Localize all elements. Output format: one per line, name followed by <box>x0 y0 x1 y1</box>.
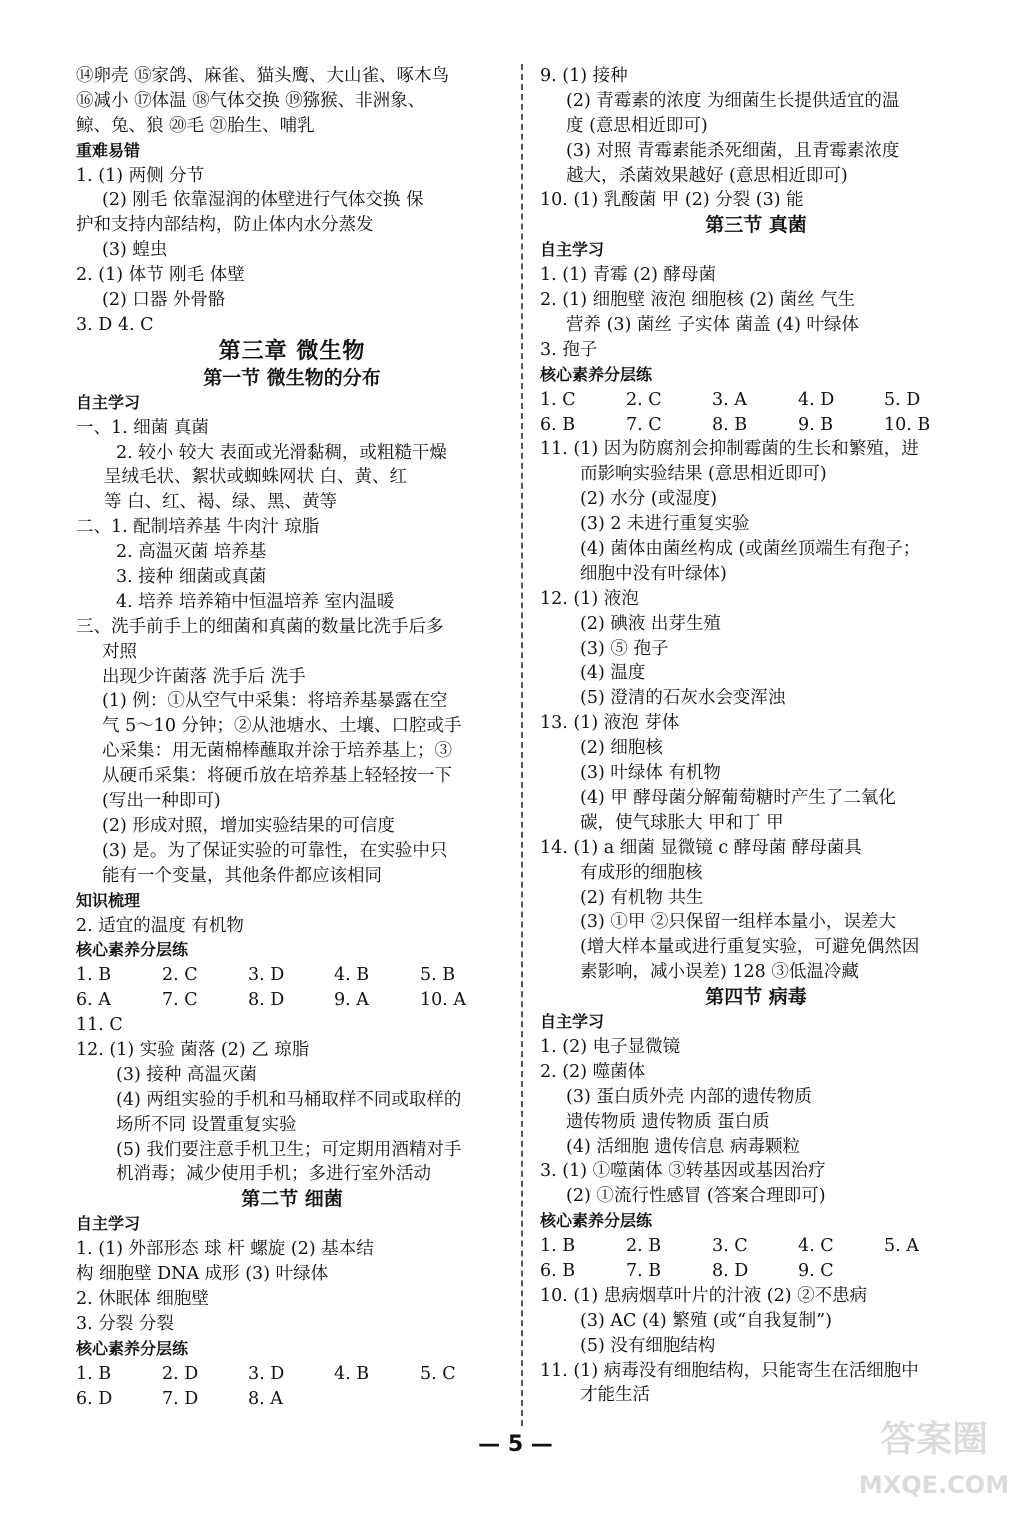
text-line: (写出一种即可) <box>102 791 221 812</box>
section-label: 知识梳理 <box>76 890 141 910</box>
text-line: 而影响实验结果 (意思相近即可) <box>580 464 827 485</box>
answer-cell: 6. B <box>540 1260 576 1281</box>
answer-cell: 2. B <box>626 1236 662 1257</box>
text-line: 一、1. 细菌 真菌 <box>76 417 209 438</box>
answer-cell: 1. B <box>76 1363 112 1384</box>
answer-cell: 4. B <box>334 965 370 986</box>
text-line: 场所不同 设置重复实验 <box>116 1114 297 1135</box>
answer-cell: 8. D <box>712 1260 749 1281</box>
text-line: 13. (1) 液泡 芽体 <box>540 713 680 734</box>
text-line: (2) 细胞核 <box>580 738 663 759</box>
answer-cell: 10. B <box>884 414 931 435</box>
text-line: 1. (2) 电子显微镜 <box>540 1036 681 1057</box>
section-title: 第四节 病毒 <box>705 986 807 1009</box>
text-line: 心采集：用无菌棉棒蘸取并涂于培养基上；③ <box>102 741 452 762</box>
text-line: 12. (1) 液泡 <box>540 588 639 609</box>
text-line: 营养 (3) 菌丝 子实体 菌盖 (4) 叶绿体 <box>566 315 859 336</box>
text-line: 度 (意思相近即可) <box>566 115 708 136</box>
watermark-logo <box>849 1407 1019 1507</box>
text-line: (4) 两组实验的手机和马桶取样不同或取样的 <box>116 1089 462 1110</box>
text-line: 3. D 4. C <box>76 314 154 335</box>
text-line: 三、洗手前手上的细菌和真菌的数量比洗手后多 <box>76 616 444 637</box>
answer-cell <box>334 1387 420 1412</box>
answer-cell: 8. B <box>712 414 748 435</box>
section-label: 核心素养分层练 <box>76 940 189 960</box>
text-line: 10. (1) 乳酸菌 甲 (2) 分裂 (3) 能 <box>540 190 804 211</box>
text-line: 1. (1) 两侧 分节 <box>76 165 205 186</box>
text-line: 3. 分裂 分裂 <box>76 1313 174 1334</box>
text-line: 呈绒毛状、絮状或蜘蛛网状 白、黄、红 <box>104 467 408 488</box>
text-line: 遗传物质 遗传物质 蛋白质 <box>566 1111 770 1132</box>
answer-row <box>76 988 508 1013</box>
answer-cell: 7. C <box>626 414 662 435</box>
answer-cell: 1. C <box>540 389 576 410</box>
text-line: (2) 形成对照，增加实验结果的可信度 <box>102 815 395 836</box>
column-divider <box>521 64 523 1426</box>
answer-row <box>540 1234 972 1259</box>
text-line: (3) 接种 高温灭菌 <box>116 1064 257 1085</box>
section-label: 自主学习 <box>540 240 605 260</box>
answer-cell: 8. A <box>248 1388 283 1409</box>
text-line: 2. 休眠体 细胞壁 <box>76 1288 209 1309</box>
answer-cell: 3. C <box>712 1236 748 1257</box>
answer-row <box>540 1259 972 1284</box>
text-line: 构 细胞壁 DNA 成形 (3) 叶绿体 <box>76 1264 329 1285</box>
text-line: 2. (1) 细胞壁 液泡 细胞核 (2) 菌丝 气生 <box>540 290 856 311</box>
section-title: 第一节 微生物的分布 <box>203 366 381 389</box>
text-line: 2. (1) 体节 刚毛 体壁 <box>76 265 245 286</box>
text-line: (3) AC (4) 繁殖 (或“自我复制”) <box>580 1310 832 1331</box>
section-label: 核心素养分层练 <box>540 364 653 384</box>
answer-cell: 1. B <box>76 965 112 986</box>
text-line: (2) 口器 外骨骼 <box>102 290 226 311</box>
page-number: — 5 — <box>478 1432 553 1457</box>
text-line: 机消毒；减少使用手机；多进行室外活动 <box>116 1164 431 1185</box>
answer-cell: 4. D <box>798 389 835 410</box>
answer-cell: 3. D <box>248 965 285 986</box>
answer-cell: 3. A <box>712 389 747 410</box>
answer-cell: 8. D <box>248 990 285 1011</box>
text-line: 有成形的细胞核 <box>580 862 703 883</box>
text-line: 1. (1) 青霉 (2) 酵母菌 <box>540 265 717 286</box>
section-label: 自主学习 <box>76 392 141 412</box>
text-line: (2) ①流行性感冒 (答案合理即可) <box>566 1186 826 1207</box>
text-line: (5) 没有细胞结构 <box>580 1335 716 1356</box>
answer-row <box>76 963 508 988</box>
answer-cell: 4. B <box>334 1363 370 1384</box>
text-line: 9. (1) 接种 <box>540 66 628 86</box>
text-line: 11. C <box>76 1015 123 1036</box>
section-label: 自主学习 <box>76 1214 141 1234</box>
text-line: 越大，杀菌效果越好 (意思相近即可) <box>566 165 848 186</box>
text-line: 2. 高温灭菌 培养基 <box>116 542 267 563</box>
left-column <box>76 64 508 1411</box>
text-line: (3) 蝗虫 <box>102 240 168 261</box>
watermark-line2: MXQE.COM <box>858 1471 1010 1499</box>
text-line: (4) 菌体由菌丝构成 (或菌丝顶端生有孢子； <box>580 539 921 560</box>
answer-cell: 5. D <box>884 389 921 410</box>
answer-row <box>76 1362 508 1387</box>
section-label: 核心素养分层练 <box>540 1211 653 1231</box>
answer-cell: 5. A <box>884 1236 919 1257</box>
answer-cell: 2. C <box>162 965 198 986</box>
text-line: 3. 孢子 <box>540 339 598 360</box>
text-line: (5) 澄清的石灰水会变浑浊 <box>580 688 786 709</box>
text-line: (4) 甲 酵母菌分解葡萄糖时产生了二氧化 <box>580 787 896 808</box>
answer-cell: 9. C <box>798 1260 834 1281</box>
text-line: 气 5～10 分钟；②从池塘水、土壤、口腔或手 <box>102 716 462 737</box>
chapter-title: 第三章 微生物 <box>218 338 366 364</box>
answer-cell: 1. B <box>540 1236 576 1257</box>
section-title: 第三节 真菌 <box>705 214 807 237</box>
text-line: 出现少许菌落 洗手后 洗手 <box>102 666 306 687</box>
text-line: (2) 青霉素的浓度 为细菌生长提供适宜的温 <box>566 90 900 111</box>
text-line: (3) ①甲 ②只保留一组样本量小，误差大 <box>580 912 896 933</box>
text-line: (2) 刚毛 依靠湿润的体壁进行气体交换 保 <box>102 190 424 211</box>
answer-cell: 3. D <box>248 1363 285 1384</box>
answer-cell: 2. D <box>162 1363 199 1384</box>
text-line: 对照 <box>102 641 137 662</box>
text-line: 能有一个变量，其他条件都应该相同 <box>102 865 382 886</box>
text-line: (2) 有机物 共生 <box>580 887 704 908</box>
text-line: 2. 适宜的温度 有机物 <box>76 915 244 936</box>
answer-row <box>76 1387 508 1412</box>
text-line: 素影响，减小误差) 128 ③低温冷藏 <box>580 962 859 983</box>
text-line: 4. 培养 培养箱中恒温培养 室内温暖 <box>116 591 395 612</box>
text-line: 1. (1) 外部形态 球 杆 螺旋 (2) 基本结 <box>76 1239 374 1260</box>
text-line: (3) 叶绿体 有机物 <box>580 763 721 784</box>
text-line: 才能生活 <box>580 1385 650 1406</box>
answer-cell: 6. D <box>76 1388 113 1409</box>
text-line: 从硬币采集：将硬币放在培养基上轻轻按一下 <box>102 766 452 787</box>
text-line: (3) ⑤ 孢子 <box>580 638 669 659</box>
answer-cell: 7. C <box>162 990 198 1011</box>
text-line: 二、1. 配制培养基 牛肉汁 琼脂 <box>76 517 320 538</box>
section-label: 自主学习 <box>540 1012 605 1032</box>
section-title: 第二节 细菌 <box>241 1188 343 1211</box>
text-line: (增大样本量或进行重复实验，可避免偶然因 <box>580 937 920 958</box>
text-line: 10. (1) 患病烟草叶片的汁液 (2) ②不患病 <box>540 1285 868 1306</box>
text-line: (3) 对照 青霉素能杀死细菌，且青霉素浓度 <box>566 140 900 161</box>
text-line: 12. (1) 实验 菌落 (2) 乙 琼脂 <box>76 1039 310 1060</box>
answer-cell: 2. C <box>626 389 662 410</box>
text-line: (2) 碘液 出芽生殖 <box>580 613 721 634</box>
text-line: (5) 我们要注意手机卫生；可定期用酒精对手 <box>116 1139 462 1160</box>
text-line: (3) 2 未进行重复实验 <box>580 514 750 535</box>
answer-row <box>540 413 972 438</box>
text-line: ⑭卵壳 ⑮家鸽、麻雀、猫头鹰、大山雀、啄木鸟 <box>76 66 450 86</box>
text-line: (3) 蛋白质外壳 内部的遗传物质 <box>566 1086 812 1107</box>
text-line: 14. (1) a 细菌 显微镜 c 酵母菌 酵母菌具 <box>540 837 862 858</box>
text-line: 11. (1) 病毒没有细胞结构，只能寄生在活细胞中 <box>540 1360 919 1381</box>
text-line: 11. (1) 因为防腐剂会抑制霉菌的生长和繁殖，进 <box>540 439 919 460</box>
answer-cell: 9. B <box>798 414 834 435</box>
answer-cell: 7. B <box>626 1260 662 1281</box>
text-line: (2) 水分 (或湿度) <box>580 489 718 510</box>
answer-cell: 6. A <box>76 990 111 1011</box>
answer-cell: 5. C <box>420 1363 456 1384</box>
text-line: (3) 是。为了保证实验的可靠性，在实验中只 <box>102 840 448 861</box>
text-line: 细胞中没有叶绿体) <box>580 563 727 584</box>
section-label: 核心素养分层练 <box>76 1338 189 1358</box>
text-line: 护和支持内部结构，防止体内水分蒸发 <box>76 215 374 236</box>
answer-cell: 7. D <box>162 1388 199 1409</box>
text-line: 鲸、兔、狼 ⑳毛 ㉑胎生、哺乳 <box>76 115 315 136</box>
answer-cell: 10. A <box>420 990 467 1011</box>
text-line: (4) 温度 <box>580 663 646 684</box>
answer-cell <box>884 1259 970 1284</box>
text-line: 等 白、红、褐、绿、黑、黄等 <box>104 492 338 513</box>
text-line: (1) 例：①从空气中采集：将培养基暴露在空 <box>102 691 448 712</box>
section-label: 重难易错 <box>76 140 141 160</box>
answer-cell: 6. B <box>540 414 576 435</box>
answer-row <box>540 388 972 413</box>
text-line: 2. (2) 噬菌体 <box>540 1061 646 1082</box>
text-line: 3. 接种 细菌或真菌 <box>116 567 267 588</box>
text-line: ⑯减小 ⑰体温 ⑱气体交换 ⑲猕猴、非洲象、 <box>76 90 426 111</box>
text-line: 3. (1) ①噬菌体 ③转基因或基因治疗 <box>540 1161 826 1182</box>
answer-cell: 9. A <box>334 990 369 1011</box>
answer-cell <box>420 1387 506 1412</box>
answer-cell: 5. B <box>420 965 456 986</box>
text-line: 2. 较小 较大 表面或光滑黏稠，或粗糙干燥 <box>116 442 447 463</box>
right-column <box>540 64 972 1408</box>
text-line: (4) 活细胞 遗传信息 病毒颗粒 <box>566 1136 800 1157</box>
answer-cell: 4. C <box>798 1236 834 1257</box>
text-line: 碳，使气球胀大 甲和丁 甲 <box>580 812 784 833</box>
watermark-line1: 答案圈 <box>879 1419 989 1460</box>
